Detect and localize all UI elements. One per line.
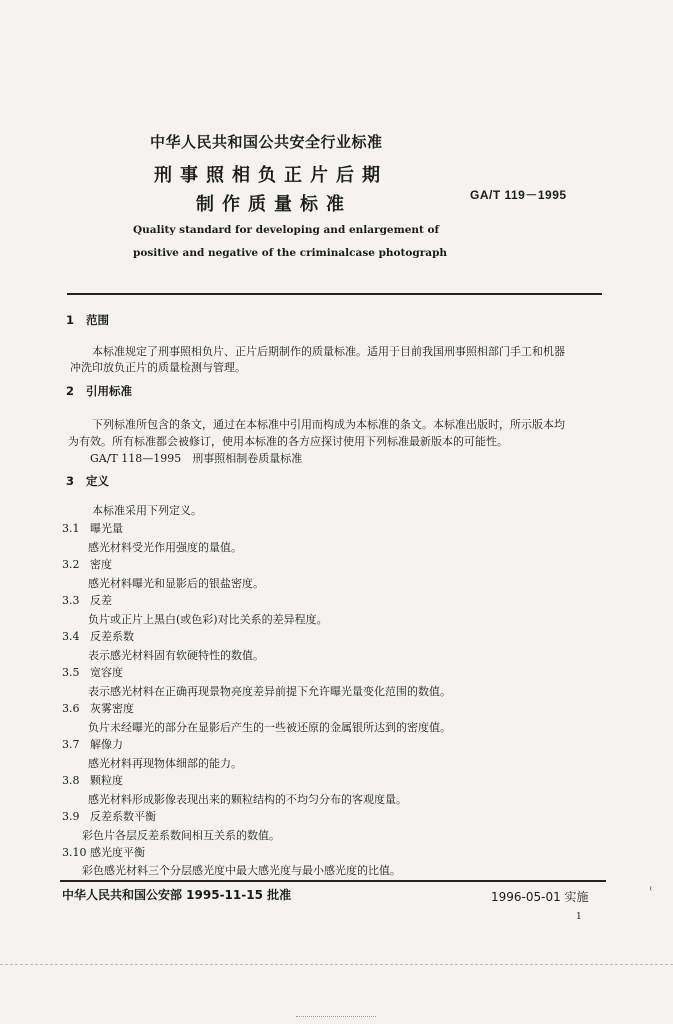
definition-desc: 感光材料受光作用强度的量值。	[88, 541, 242, 554]
definition-desc: 负片或正片上黑白(或色彩)对比关系的差异程度。	[88, 613, 328, 626]
approval-line: 中华人民共和国公安部 1995-11-15 批准	[62, 888, 292, 902]
definition-desc: 表示感光材料固有软硬特性的数值。	[88, 649, 264, 662]
definition-desc: 感光材料形成影像表现出来的颗粒结构的不均匀分布的客观度量。	[88, 793, 407, 806]
section-title: 定义	[86, 474, 109, 488]
section-1-paragraph-line2: 冲洗印放负正片的质量检测与管理。	[70, 361, 246, 374]
definition-term: 3.1 曝光量	[62, 522, 123, 535]
section-3-heading	[66, 473, 109, 489]
section-title: 引用标准	[86, 384, 132, 398]
definition-desc: 感光材料再现物体细部的能力。	[88, 757, 242, 770]
definition-desc: 负片未经曝光的部分在显影后产生的一些被还原的金属银所达到的密度值。	[88, 721, 451, 734]
section-number: 1	[66, 313, 75, 327]
english-title-line1: Quality standard for developing and enlargement of	[133, 224, 440, 236]
definition-desc: 感光材料曝光和显影后的银盐密度。	[88, 577, 264, 590]
definition-term: 3.9 反差系数平衡	[62, 810, 156, 823]
section-3-intro: 本标准采用下列定义。	[92, 504, 202, 517]
standard-code: GA/T 119－1995	[470, 188, 567, 202]
issuing-authority: 中华人民共和国公共安全行业标准	[150, 133, 383, 151]
scan-artifact-dots	[296, 1016, 376, 1020]
english-title-line2: positive and negative of the criminalcase photograph	[133, 247, 448, 259]
section-1-heading	[66, 312, 109, 328]
definition-desc: 表示感光材料在正确再现景物亮度差异前提下允许曝光量变化范围的数值。	[88, 685, 451, 698]
section-title: 范围	[86, 313, 109, 327]
document-title-line1: 刑事照相负正片后期	[154, 165, 388, 186]
section-number: 2	[66, 384, 75, 398]
footer-divider	[60, 880, 606, 882]
definition-term: 3.5 宽容度	[62, 666, 123, 679]
definition-term: 3.3 反差	[62, 594, 112, 607]
definition-term: 3.8 颗粒度	[62, 774, 123, 787]
definition-desc: 彩色感光材料三个分层感光度中最大感光度与最小感光度的比值。	[82, 864, 401, 877]
header-divider	[67, 293, 602, 295]
effective-date: 1996-05-01 实施	[491, 890, 589, 904]
definition-term: 3.10 感光度平衡	[62, 846, 145, 859]
definition-term: 3.4 反差系数	[62, 630, 134, 643]
scan-edge-line	[0, 964, 673, 965]
page-number: 1	[576, 912, 582, 922]
section-number: 3	[66, 474, 75, 488]
definition-desc: 彩色片各层反差系数间相互关系的数值。	[82, 829, 280, 842]
definition-term: 3.7 解像力	[62, 738, 123, 751]
definition-term: 3.6 灰雾密度	[62, 702, 134, 715]
section-2-paragraph-line1: 下列标准所包含的条文，通过在本标准中引用而构成为本标准的条文。本标准出版时，所示版本均	[92, 418, 565, 431]
section-2-heading	[66, 383, 132, 399]
scan-artifact-mark	[650, 886, 654, 891]
referenced-standard: GA/T 118—1995 刑事照相制卷质量标准	[90, 452, 303, 465]
section-1-paragraph-line1: 本标准规定了刑事照相负片、正片后期制作的质量标准。适用于目前我国刑事照相部门手工和机器	[92, 345, 565, 358]
definition-term: 3.2 密度	[62, 558, 112, 571]
document-title-line2: 制作质量标准	[196, 194, 352, 215]
section-2-paragraph-line2: 为有效。所有标准都会被修订，使用本标准的各方应探讨使用下列标准最新版本的可能性。	[68, 435, 508, 448]
